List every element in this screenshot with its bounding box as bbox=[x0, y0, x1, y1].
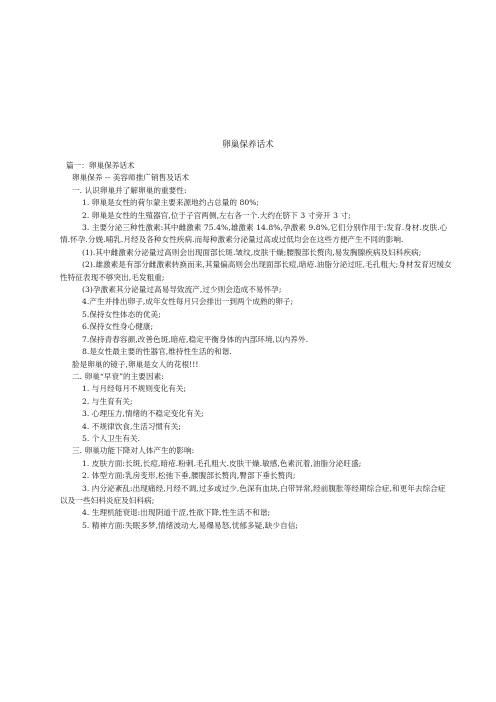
paragraph-line: 4. 不规律饮食,生活习惯有关; bbox=[82, 421, 181, 431]
paragraph-line: (1).其中雌激素分泌量过高则会出现面部长斑.皱纹,皮肤干燥;腰腹部长赘肉,易发胸腺疾病及妇科疾病; bbox=[82, 247, 422, 257]
document-body bbox=[60, 160, 452, 532]
paragraph-line: 1. 皮肤方面:长斑,长痘,暗疮.粉刺.毛孔粗大.皮肤干燥.敏感,色素沉着,油脂分泌旺盛; bbox=[82, 458, 362, 468]
paragraph-line: 三. 卵巢功能下降对人体产生的影响: bbox=[72, 446, 195, 456]
paragraph-line: 4. 生理机能衰退:出现阴道干涩,性欲下降,性生活不和谐; bbox=[82, 508, 271, 518]
paragraph-line: 7.保持青春容颜,改善色斑,暗疮,稳定平衡身体的内部环境,以内养外. bbox=[82, 334, 309, 344]
paragraph-line: 二. 卵巢“早衰”的主要因素: bbox=[72, 371, 164, 381]
paragraph-line: 2. 体型方面:乳房变形,松弛下垂,腰腹部长赘肉,臀部下垂长赘肉; bbox=[82, 471, 296, 481]
paragraph-line: 5.保持女性体态的优美; bbox=[82, 309, 161, 319]
paragraph-line: 1. 与月经每月不规则变化有关; bbox=[82, 384, 187, 394]
paragraph-line: 3. 心理压力,情绪的不稳定变化有关; bbox=[82, 409, 204, 419]
paragraph-line: (3)孕激素其分泌量过高易导致流产,过少则会造成不易怀孕; bbox=[82, 285, 282, 295]
paragraph-line: 3. 内分泌紊乱:出现痛经,月经不调,过多或过少,色深有血块,白带异常,经前腹胀等经期综合症,和更年去综合症以及一些妇科炎症及妇科病; bbox=[60, 483, 446, 505]
paragraph-line: 6.保持女性身心健康; bbox=[82, 322, 154, 332]
paragraph-line: 1. 卵巢是女性的荷尔蒙主要来源地约占总量的 80%; bbox=[82, 198, 260, 208]
paragraph-line: 一. 认识卵巢并了解卵巢的重要性: bbox=[72, 185, 187, 195]
paragraph-line: 2. 卵巢是女性的生殖器官,位于子宫两侧,左右各一个.大约在脐下 3 寸旁开 3 寸; bbox=[82, 210, 351, 220]
paragraph-line: 3. 主要分泌三种性激素:其中雌激素 75.4%,雄激素 14.8%,孕激素 9.8%,它们分别作用于:发育.身材.皮肤.心情.怀孕.分娩.哺乳.月经及各种女性疾病.而每种激素分泌量过高或过低均会在这些方便产生不同的影响. bbox=[60, 223, 448, 245]
paragraph-line: 卵巢保养 -- 美容师推广销售及话术 bbox=[72, 173, 190, 183]
paragraph-line: 2. 与生育有关; bbox=[82, 396, 133, 406]
document-title: 卵巢保养话术 bbox=[222, 140, 274, 150]
paragraph-line: 5. 精神方面:失眠多梦,情绪波动大,易爆易怒,忧郁多疑,缺少自信; bbox=[82, 520, 298, 530]
paragraph-line: 篇一：卵巢保养话术 bbox=[66, 161, 135, 170]
paragraph-line: 8.是女性最主要的性器官,维持性生活的和谐. bbox=[82, 347, 232, 357]
paragraph-line: 4.产生并排出卵子,成年女性每月只会排出一到两个成熟的卵子; bbox=[82, 297, 294, 307]
paragraph-line: 5. 个人卫生有关. bbox=[82, 433, 141, 443]
paragraph-line: 脸是卵巢的镜子,卵巢是女人的花根!!! bbox=[72, 359, 199, 369]
paragraph-line: (2).雄激素是有部分雌激素转换而来,其量偏高则会出现面部长痘,暗疮.油脂分泌过旺,毛孔粗大;身材发育迟缓女性特征表现不够突出,毛发粗重; bbox=[60, 260, 452, 282]
